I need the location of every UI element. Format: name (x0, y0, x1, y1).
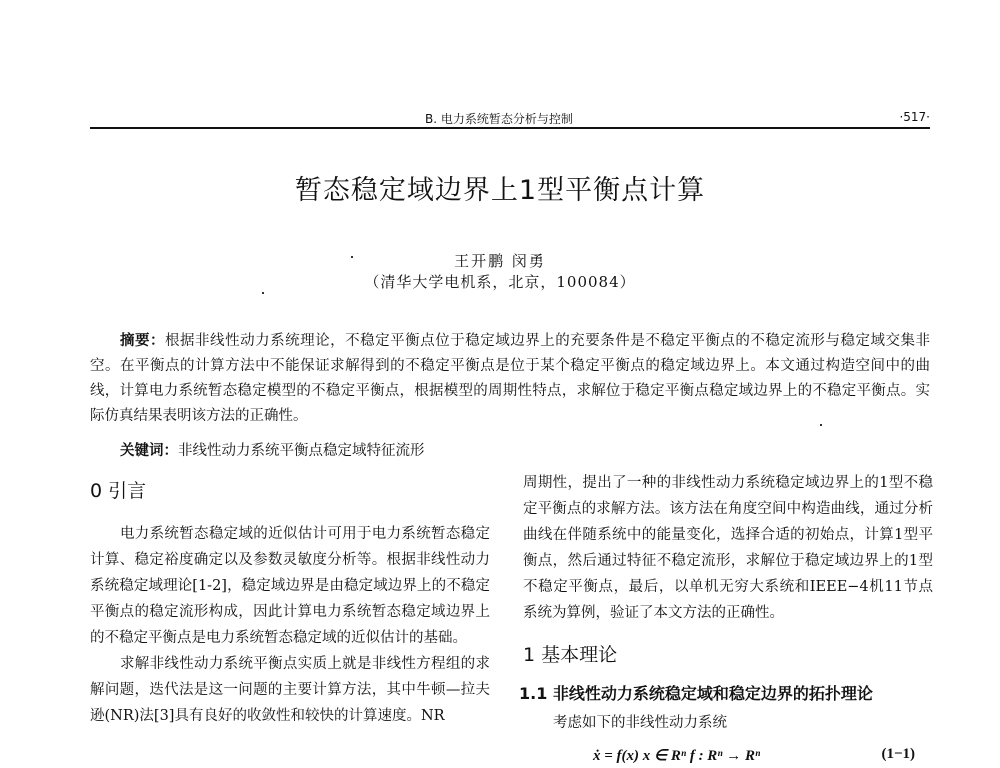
paper-title: 暂态稳定域边界上1型平衡点计算 (294, 175, 706, 206)
header-rule (90, 127, 930, 129)
right-column (519, 470, 933, 768)
running-header (90, 108, 930, 126)
system-intro-text: 考虑如下的非线性动力系统 (553, 715, 727, 731)
subsection-heading-1-1: 1.1 非线性动力系统稳定域和稳定边界的拓扑理论 (519, 684, 873, 703)
left-column (90, 470, 490, 729)
header-page-number: ·517· (899, 110, 930, 124)
keywords-text: 非线性动力系统平衡点稳定域特征流形 (178, 443, 425, 459)
introduction-paragraph-2: 求解非线性动力系统平衡点实质上就是非线性方程组的求解问题，迭代法是这一问题的主要计算方法，其中牛顿—拉夫逊(NR)法[3]具有良好的收敛性和较快的计算速度。NR (90, 656, 490, 724)
scan-speck (262, 292, 264, 294)
paper-affiliation: （清华大学电机系，北京，100084） (364, 273, 636, 291)
abstract-text: 根据非线性动力系统理论，不稳定平衡点位于稳定域边界上的充要条件是不稳定平衡点的不稳定流形与稳定域交集非空。在平衡点的计算方法中不能保证求解得到的不稳定平衡点是位于某个稳定平衡点的稳定域边界上。本文通过构造空间中的曲线，计算电力系统暂态稳定模型的不稳定平衡点，根据模型的周期性特点，求解位于稳定平衡点稳定域边界上的不稳定平衡点。实际仿真结果表明该方法的正确性。 (90, 333, 930, 424)
abstract-label: 摘要： (120, 332, 166, 349)
introduction-continuation: 周期性，提出了一种的非线性动力系统稳定域边界上的1型不稳定平衡点的求解方法。该方法在角度空间中构造曲线，通过分析曲线在伴随系统中的能量变化，选择合适的初始点，计算1型平衡点，然后通过特征不稳定流形，求解位于稳定域边界上的1型不稳定平衡点，最后，以单机无穷大系统和IEEE−4机11节点系统为算例，验证了本文方法的正确性。 (523, 475, 933, 621)
keywords (120, 438, 930, 464)
abstract (90, 328, 930, 429)
equation-number: (1−1) (881, 746, 915, 762)
introduction-paragraph-1: 电力系统暂态稳定域的近似估计可用于电力系统暂态稳定计算、稳定裕度确定以及参数灵敏度分析等。根据非线性动力系统稳定域理论[1-2]，稳定域边界是由稳定域边界上的不稳定平衡点的稳定流形构成，因此计算电力系统暂态稳定域边界上的不稳定平衡点是电力系统暂态稳定域的近似估计的基础。 (90, 526, 490, 646)
equation-1-1 (523, 746, 933, 768)
scan-speck (351, 256, 353, 258)
paper-authors: 王开鹏 闵勇 (454, 252, 546, 270)
keywords-label: 关键词： (120, 442, 178, 459)
header-section-title: B. 电力系统暂态分析与控制 (425, 112, 573, 126)
equation-expression: ẋ = f(x) x ∈ Rⁿ f : Rⁿ → Rⁿ (593, 748, 761, 764)
section-heading-introduction: 0 引言 (90, 480, 147, 502)
section-heading-basic-theory: 1 基本理论 (523, 644, 618, 666)
